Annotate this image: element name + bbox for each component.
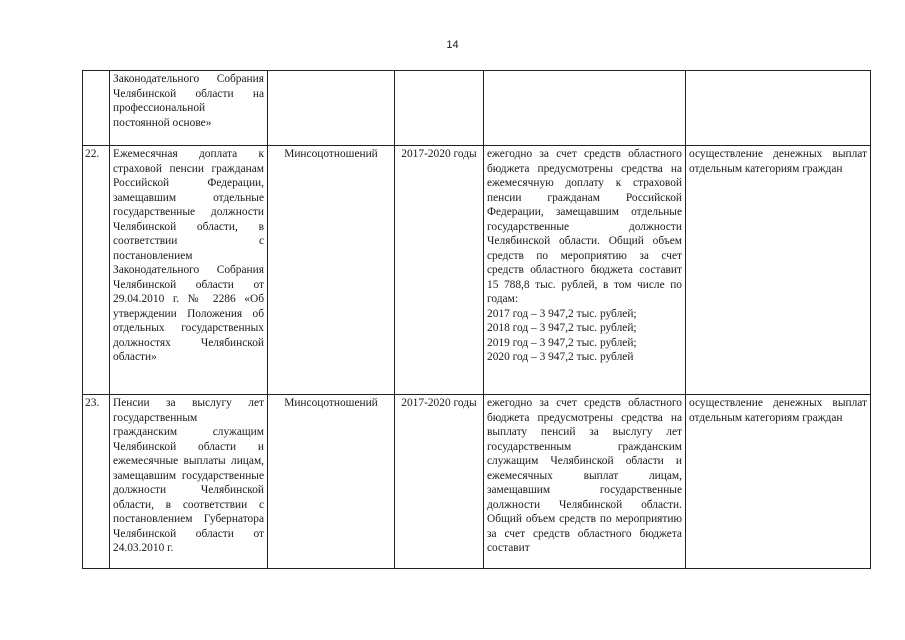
funding-year: 2018 год – 3 947,2 тыс. рублей; bbox=[487, 322, 637, 334]
result: осуществление денежных выплат отдельным категориям граждан bbox=[686, 146, 871, 395]
funding-year: 2019 год – 3 947,2 тыс. рублей; bbox=[487, 336, 637, 349]
period bbox=[395, 71, 484, 146]
result bbox=[686, 71, 871, 146]
table-row bbox=[83, 395, 871, 569]
funding: ежегодно за счет средств областного бюджета предусмотрены средства на ежемесячную доплату к страховой пенсии гражданам Российской Федерации, замещавшим отдельные государственные должности Челябинской области. Общий объем средств по мероприятию за счет средств областного бюджета составит 15 788,8 тыс. рублей, в том числе по годам: bbox=[487, 148, 682, 305]
page-number: 14 bbox=[446, 39, 459, 51]
period: 2017-2020 годы bbox=[395, 146, 484, 395]
row-number bbox=[83, 71, 110, 146]
executor bbox=[268, 71, 395, 146]
period: 2017-2020 годы bbox=[395, 395, 484, 569]
measure-name: Законодательного Собрания Челябинской области на профессиональной постоянной основе» bbox=[110, 71, 268, 146]
row-number: 22. bbox=[83, 146, 110, 395]
measure-name: Пенсии за выслугу лет государственным гражданским служащим Челябинской области и ежемесячные выплаты лицам, замещавшим государственные должности Челябинской области, в соответствии с постановлением Губернатора Челябинской области от 24.03.2010 г. bbox=[110, 395, 268, 569]
funding-year: 2017 год – 3 947,2 тыс. рублей; bbox=[487, 307, 637, 320]
measures-table bbox=[82, 70, 871, 569]
funding-cell bbox=[484, 146, 686, 395]
table-row bbox=[83, 71, 871, 146]
result: осуществление денежных выплат отдельным категориям граждан bbox=[686, 395, 871, 569]
table-row bbox=[83, 146, 871, 395]
executor: Минсоцотношений bbox=[268, 395, 395, 569]
executor: Минсоцотношений bbox=[268, 146, 395, 395]
funding-year: 2020 год – 3 947,2 тыс. рублей bbox=[487, 351, 634, 363]
measure-name: Ежемесячная доплата к страховой пенсии гражданам Российской Федерации, замещавшим отдельные государственные должности Челябинской области, в соответствии с постановлением Законодательного Собрания Челябинской области от 29.04.2010 г. № 2286 «Об утверждении Положения об отдельных государственных должностях Челябинской области» bbox=[110, 146, 268, 395]
funding bbox=[484, 71, 686, 146]
funding: ежегодно за счет средств областного бюджета предусмотрены средства на выплату пенсий за выслугу лет государственным гражданским служащим Челябинской области и ежемесячных выплат лицам, замещавшим государственные должности Челябинской области. Общий объем средств по мероприятию за счет средств областного бюджета составит bbox=[484, 395, 686, 569]
row-number: 23. bbox=[83, 395, 110, 569]
